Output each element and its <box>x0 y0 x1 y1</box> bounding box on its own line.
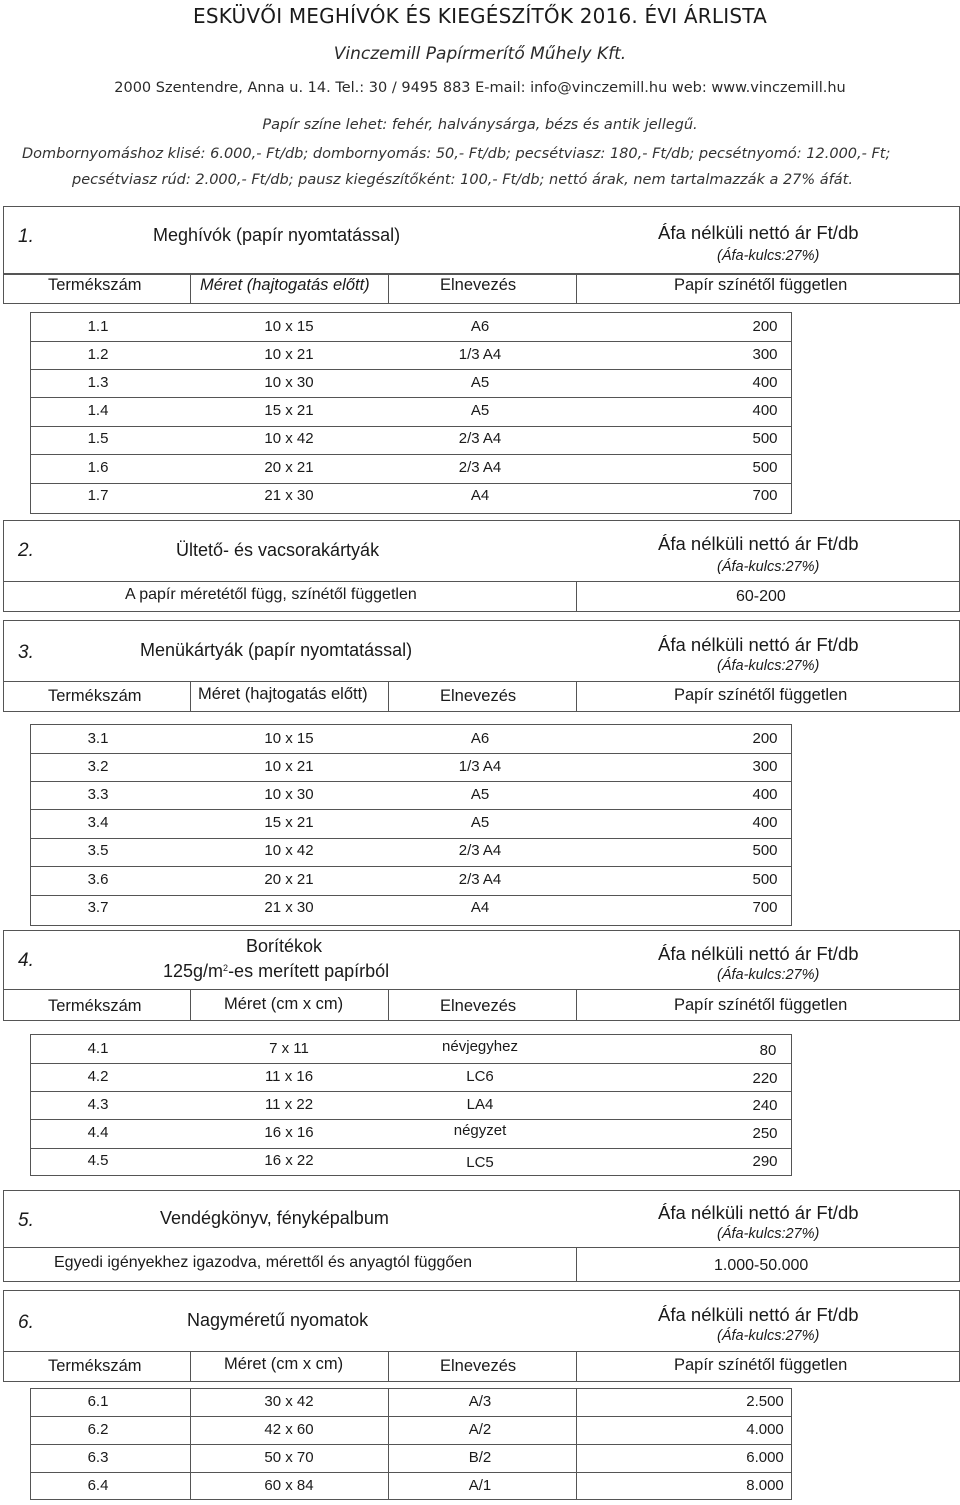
row-size: 20 x 21 <box>264 871 314 888</box>
section-price: 1.000-50.000 <box>714 1257 809 1274</box>
section-price: 60-200 <box>736 588 786 605</box>
row-size: 10 x 15 <box>264 318 314 335</box>
row-name: A5 <box>470 402 490 419</box>
row-price: 400 <box>752 786 778 803</box>
row-id: 4.4 <box>87 1124 109 1141</box>
row-size: 11 x 22 <box>264 1096 314 1113</box>
col-price: Papír színétől független <box>674 686 848 704</box>
row-price: 500 <box>752 459 778 476</box>
col-price: Papír színétől független <box>674 996 848 1014</box>
row-size: 11 x 16 <box>264 1068 314 1085</box>
row-size: 30 x 42 <box>264 1393 314 1410</box>
row-id: 6.2 <box>87 1421 109 1438</box>
row-name: 1/3 A4 <box>458 758 502 775</box>
row-size: 10 x 21 <box>264 758 314 775</box>
row-id: 1.1 <box>87 318 109 335</box>
row-size: 10 x 21 <box>264 346 314 363</box>
row-price: 300 <box>752 346 778 363</box>
row-name: A6 <box>470 318 490 335</box>
row-name: 2/3 A4 <box>458 430 502 447</box>
price-header: Áfa nélküli nettó ár Ft/db <box>658 943 859 964</box>
row-name: LA4 <box>466 1096 494 1113</box>
section-large-prints <box>0 1290 960 1502</box>
row-name: A4 <box>470 487 490 504</box>
row-price: 220 <box>752 1070 778 1087</box>
row-name: A4 <box>470 899 490 916</box>
row-id: 4.3 <box>87 1096 109 1113</box>
row-price: 250 <box>752 1125 778 1142</box>
row-price: 500 <box>752 430 778 447</box>
row-id: 6.4 <box>87 1477 109 1494</box>
row-id: 1.4 <box>87 402 109 419</box>
row-name: 1/3 A4 <box>458 346 502 363</box>
col-product-no: Termékszám <box>48 276 142 294</box>
vat-note: (Áfa-kulcs:27%) <box>717 559 820 575</box>
price-header: Áfa nélküli nettó ár Ft/db <box>658 1304 859 1325</box>
row-price: 80 <box>759 1042 777 1059</box>
row-name: 2/3 A4 <box>458 871 502 888</box>
price-header: Áfa nélküli nettó ár Ft/db <box>658 222 859 243</box>
col-name: Elnevezés <box>440 687 517 705</box>
section-title: Meghívók (papír nyomtatással) <box>153 225 401 245</box>
section-invitations <box>0 206 960 514</box>
row-price: 6.000 <box>746 1449 784 1466</box>
price-header: Áfa nélküli nettó ár Ft/db <box>658 1202 859 1223</box>
row-id: 4.2 <box>87 1068 109 1085</box>
vat-note: (Áfa-kulcs:27%) <box>717 967 820 983</box>
row-name: LC6 <box>466 1068 494 1085</box>
row-id: 1.6 <box>87 459 109 476</box>
paper-colors-note: Papír színe lehet: fehér, halványsárga, bézs és antik jellegű. <box>262 117 698 133</box>
row-id: 3.3 <box>87 786 109 803</box>
row-size: 16 x 16 <box>264 1124 314 1141</box>
row-id: 4.1 <box>87 1040 109 1057</box>
section-description: A papír méretétől függ, színétől független <box>125 586 417 603</box>
section-number: 4. <box>18 950 34 971</box>
row-id: 1.2 <box>87 346 109 363</box>
row-price: 4.000 <box>746 1421 784 1438</box>
row-id: 1.5 <box>87 430 109 447</box>
col-product-no: Termékszám <box>48 687 142 705</box>
col-price: Papír színétől független <box>674 276 848 294</box>
row-price: 400 <box>752 814 778 831</box>
price-header: Áfa nélküli nettó ár Ft/db <box>658 533 859 554</box>
row-name: A/1 <box>468 1477 492 1494</box>
row-name: B/2 <box>468 1449 492 1466</box>
row-size: 21 x 30 <box>264 487 314 504</box>
row-size: 16 x 22 <box>264 1152 314 1169</box>
row-price: 400 <box>752 402 778 419</box>
row-price: 700 <box>752 487 778 504</box>
section-place-cards <box>0 520 960 612</box>
row-id: 4.5 <box>87 1152 109 1169</box>
contact-line: 2000 Szentendre, Anna u. 14. Tel.: 30 / 9495 883 E-mail: info@vinczemill.hu web: www.vinczemill.hu <box>114 80 846 96</box>
row-id: 3.5 <box>87 842 109 859</box>
section-title: Nagyméretű nyomatok <box>187 1310 369 1330</box>
vat-note: (Áfa-kulcs:27%) <box>717 658 820 674</box>
row-price: 2.500 <box>746 1393 784 1410</box>
row-size: 10 x 42 <box>264 842 314 859</box>
col-price: Papír színétől független <box>674 1356 848 1374</box>
col-product-no: Termékszám <box>48 1357 142 1375</box>
row-name: A6 <box>470 730 490 747</box>
row-price: 500 <box>752 842 778 859</box>
section-number: 2. <box>18 540 34 561</box>
row-id: 1.7 <box>87 487 109 504</box>
row-name: 2/3 A4 <box>458 459 502 476</box>
col-size: Méret (cm x cm) <box>224 995 344 1013</box>
row-id: 3.6 <box>87 871 109 888</box>
col-product-no: Termékszám <box>48 997 142 1015</box>
fees-line-1: Dombornyomáshoz klisé: 6.000,- Ft/db; dombornyomás: 50,- Ft/db; pecsétviasz: 180,- Ft/db; pecsétnyomó: 12.000,- Ft; <box>22 146 891 162</box>
price-header: Áfa nélküli nettó ár Ft/db <box>658 634 859 655</box>
row-id: 1.3 <box>87 374 109 391</box>
row-name: A5 <box>470 814 490 831</box>
row-price: 500 <box>752 871 778 888</box>
row-name: négyzet <box>453 1122 507 1139</box>
vat-note: (Áfa-kulcs:27%) <box>717 1328 820 1344</box>
row-size: 21 x 30 <box>264 899 314 916</box>
section-number: 1. <box>18 226 34 247</box>
section-guestbook <box>0 1190 960 1282</box>
section-subtitle: $125g/m^2-es$ merített papírból <box>163 961 390 981</box>
row-size: 20 x 21 <box>264 459 314 476</box>
row-price: 700 <box>752 899 778 916</box>
row-price: 300 <box>752 758 778 775</box>
col-name: Elnevezés <box>440 276 517 294</box>
row-id: 3.7 <box>87 899 109 916</box>
row-name: 2/3 A4 <box>458 842 502 859</box>
row-name: A/3 <box>468 1393 492 1410</box>
section-title: Borítékok <box>246 936 323 956</box>
row-id: 6.1 <box>87 1393 109 1410</box>
row-id: 3.4 <box>87 814 109 831</box>
row-price: 240 <box>752 1097 778 1114</box>
col-name: Elnevezés <box>440 1357 517 1375</box>
vat-note: (Áfa-kulcs:27%) <box>717 248 820 264</box>
col-size: Méret (hajtogatás előtt) <box>198 685 368 703</box>
row-size: 15 x 21 <box>264 402 314 419</box>
section-title: Ültető- és vacsorakártyák <box>176 540 380 560</box>
row-name: A5 <box>470 374 490 391</box>
section-title: Vendégkönyv, fényképalbum <box>160 1208 389 1228</box>
col-size: Méret (hajtogatás előtt) <box>200 276 370 294</box>
fees-line-2: pecsétviasz rúd: 2.000,- Ft/db; pausz kiegészítőként: 100,- Ft/db; nettó árak, nem tartalmazzák a 27% áfát. <box>72 172 853 188</box>
section-menu-cards <box>0 620 960 926</box>
row-size: 42 x 60 <box>264 1421 314 1438</box>
row-size: 7 x 11 <box>269 1040 309 1057</box>
row-size: 10 x 30 <box>264 374 314 391</box>
row-name: névjegyhez <box>442 1038 518 1055</box>
section-number: 5. <box>18 1210 34 1231</box>
row-size: 15 x 21 <box>264 814 314 831</box>
section-envelopes <box>0 930 960 1176</box>
row-name: A/2 <box>468 1421 492 1438</box>
row-price: 200 <box>752 730 778 747</box>
price-table <box>30 1034 792 1176</box>
row-size: 10 x 15 <box>264 730 314 747</box>
row-id: 3.1 <box>87 730 109 747</box>
company-name: Vinczemill Papírmerítő Műhely Kft. <box>333 44 627 64</box>
section-description: Egyedi igényekhez igazodva, mérettől és anyagtól függően <box>54 1254 473 1271</box>
row-size: 60 x 84 <box>264 1477 314 1494</box>
row-price: 400 <box>752 374 778 391</box>
row-name: A5 <box>470 786 490 803</box>
row-price: 290 <box>752 1153 778 1170</box>
col-size: Méret (cm x cm) <box>224 1355 344 1373</box>
section-number: 6. <box>18 1312 34 1333</box>
row-id: 3.2 <box>87 758 109 775</box>
vat-note: (Áfa-kulcs:27%) <box>717 1226 820 1242</box>
row-size: 10 x 30 <box>264 786 314 803</box>
col-name: Elnevezés <box>440 997 517 1015</box>
row-size: 10 x 42 <box>264 430 314 447</box>
row-price: 200 <box>752 318 778 335</box>
section-title: Menükártyák (papír nyomtatással) <box>140 640 413 660</box>
row-name: LC5 <box>466 1154 494 1171</box>
page-title: ESKÜVŐI MEGHÍVÓK ÉS KIEGÉSZÍTŐK 2016. ÉVI ÁRLISTA <box>193 4 767 28</box>
row-id: 6.3 <box>87 1449 109 1466</box>
row-size: 50 x 70 <box>264 1449 314 1466</box>
row-price: 8.000 <box>746 1477 784 1494</box>
section-number: 3. <box>18 642 34 663</box>
